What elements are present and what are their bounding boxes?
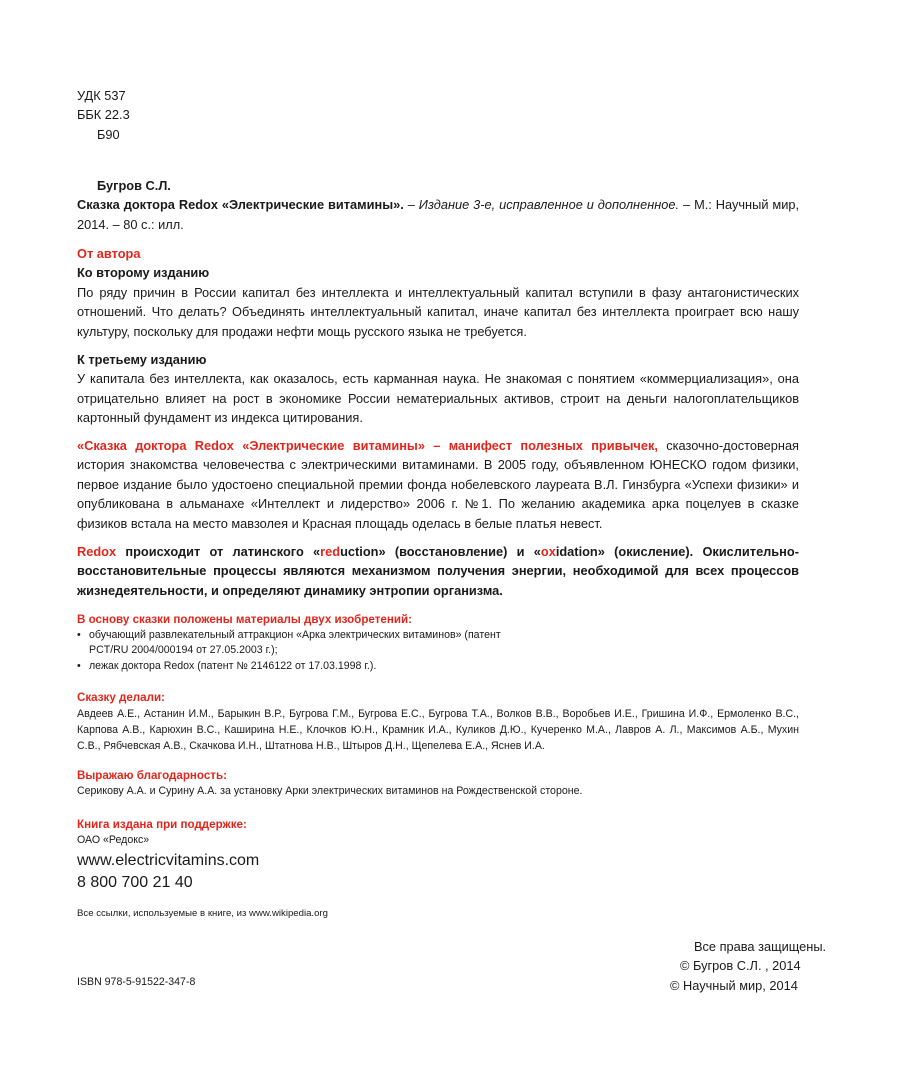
redox-text-part: idation» (окисление). Окислительно-восстановительные процессы являются механизмом получения энергии, необходимой для всех процессов жизнедеятельности, и определяют динамику энтропии организма. — [77, 544, 799, 598]
bib-edition: – Издание 3-е, исправленное и дополненное. — [407, 197, 680, 213]
support-phone: 8 800 700 21 40 — [77, 874, 193, 891]
support-heading: Книга издана при поддержке: — [77, 818, 247, 831]
support-section — [77, 817, 477, 848]
manifest-paragraph — [77, 436, 799, 533]
third-edition-section — [77, 350, 799, 428]
redox-word: Redox — [77, 544, 117, 559]
third-edition-heading: К третьему изданию — [77, 352, 207, 367]
from-author-heading: От автора — [77, 246, 141, 261]
copyright-publisher: © Научный мир, 2014 — [670, 977, 798, 993]
redox-paragraph — [77, 542, 799, 600]
thanks-section — [77, 768, 799, 799]
copyright-block — [670, 937, 840, 995]
classification-codes — [77, 86, 277, 144]
author-sign: Б90 — [97, 126, 120, 142]
rights-reserved: Все права защищены. — [694, 939, 827, 954]
from-author-section — [77, 244, 799, 341]
redox-text-part: происходит от латинского « — [116, 544, 321, 559]
invention-item: • лежак доктора Redox (патент № 2146122 от 17.03.1998 г.). — [77, 659, 799, 675]
bbk-code: ББК 22.3 — [77, 107, 130, 123]
bib-publisher: – М.: Научный мир, 2014. – 80 с.: илл. — [77, 197, 800, 232]
invention-item: • обучающий развлекательный аттракцион «Арка электрических витаминов» (патент PCT/RU 2004/000194 от 27.05.2003 г.); — [77, 628, 539, 659]
redox-red-syllable: red — [320, 544, 341, 559]
thanks-text: Серикову А.А. и Сурину А.А. за установку Арки электрических витаминов на Рождественской стороне. — [77, 784, 583, 797]
bib-title: Сказка доктора Redox «Электрические витамины». — [77, 197, 404, 213]
redox-ox-syllable: ox — [540, 544, 556, 559]
thanks-heading: Выражаю благодарность: — [77, 769, 227, 782]
bibliographic-record — [77, 176, 799, 234]
makers-heading: Сказку делали: — [77, 691, 165, 704]
support-org: ОАО «Редокс» — [77, 833, 150, 846]
inventions-heading: В основу сказки положены материалы двух изобретений: — [77, 613, 412, 626]
second-edition-text: По ряду причин в России капитал без интеллекта и интеллектуальный капитал вступили в фазу антагонистических отношений. Что делать? Объединять интеллектуальный капитал, иначе капитал без интеллекта проиграет всю нашу культуру, поскольку для продажи нефти мощь русского языка не требуется. — [77, 284, 799, 339]
inventions-section — [77, 612, 799, 674]
support-site: www.electricvitamins.com — [77, 852, 260, 869]
redox-text-part: uction» (восстановление) и « — [340, 544, 541, 559]
copyright-author: © Бугров С.Л. , 2014 — [680, 958, 801, 974]
manifest-text: сказочно-достоверная история знакомства человечества с электрическими витаминами. В 2005 году, объявленном ЮНЕСКО годом физики, первое издание было удостоено специальной премии фонда нобелевского лауреата В.Л. Гинзбурга «Успехи физики» и опубликована в альманахе «Интеллект и лидерство» 2006 г. №1. По желанию академика арка поцелуев в сказке физиков встала на место мавзолея и Красная площадь оделась в белые платья невест. — [77, 438, 799, 531]
second-edition-heading: Ко второму изданию — [77, 265, 210, 281]
links-note: Все ссылки, используемые в книге, из www.wikipedia.org — [77, 908, 328, 919]
makers-section — [77, 690, 799, 755]
third-edition-text: У капитала без интеллекта, как оказалось, есть карманная наука. Не знакомая с понятием «коммерциализация», она отрицательно влияет на рост в экономике России нематериальных активов, строит на деньги налогоплательщиков картонный фундамент из индекса цитирования. — [77, 371, 799, 426]
isbn: ISBN 978-5-91522-347-8 — [77, 976, 196, 988]
manifest-lead: «Сказка доктора Redox «Электрические витамины» – манифест полезных привычек, — [77, 438, 658, 453]
makers-list: Авдеев А.Е., Астанин И.М., Барыкин В.Р., Бугрова Г.М., Бугрова Е.С., Бугрова Т.А., Волков В.В., Воробьев И.Е., Гришина И.Ф., Ермоленко В.С., Карпова А.В., Карюхин В.С., Каширина Н.Е., Клочков Ю.Н., Крамник И.А., Куликов Д.Ю., Кучеренко М.А., Лавров А. Л., Максимов А.Б., Мухин С.В., Рябчевская А.В., Скачкова И.Н., Штатнова Н.В., Штыров Д.Н., Щепелева Е.А., Яснев И.А. — [77, 707, 799, 753]
inventions-list — [77, 628, 799, 675]
bib-author: Бугров С.Л. — [97, 178, 171, 193]
udk-code: УДК 537 — [77, 88, 126, 103]
